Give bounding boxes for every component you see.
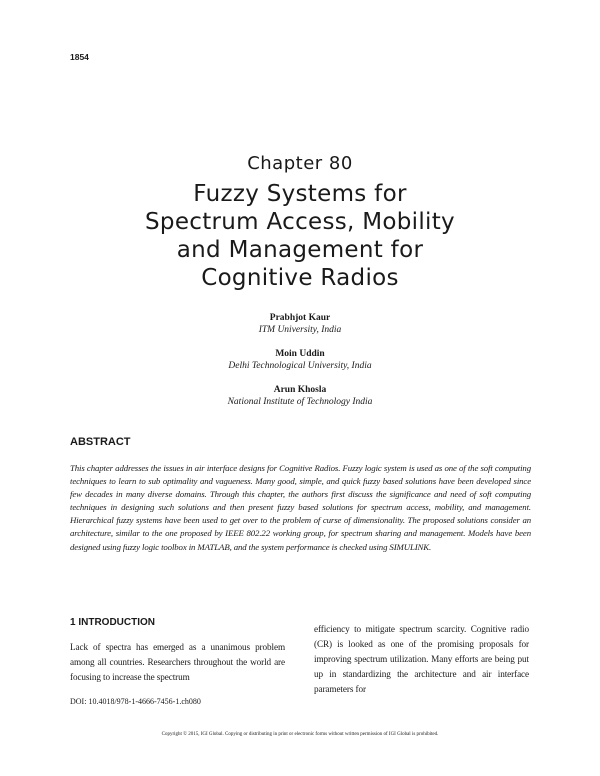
author-list xyxy=(0,312,600,420)
page-number: 1854 xyxy=(70,52,89,62)
author-block xyxy=(0,348,600,372)
author-name: Prabhjot Kaur xyxy=(269,313,331,323)
introduction-column-right: efficiency to mitigate spectrum scarcity. Cognitive radio (CR) is looked as one of the promising proposals for improving spectrum utilization. Many efforts are being put up in standardizing the architecture and air interface parameters for xyxy=(314,624,529,694)
doi-line: DOI: 10.4018/978-1-4666-7456-1.ch080 xyxy=(70,697,201,706)
introduction-column-left: Lack of spectra has emerged as a unanimous problem among all countries. Researchers throughout the world are focusing to increase the spectrum xyxy=(70,642,285,682)
author-affiliation: Delhi Technological University, India xyxy=(228,361,372,371)
author-name: Arun Khosla xyxy=(273,385,327,395)
author-block xyxy=(0,384,600,408)
abstract-heading: ABSTRACT xyxy=(70,436,131,448)
author-name: Moin Uddin xyxy=(275,349,325,359)
title-line: and Management for xyxy=(176,237,424,263)
abstract-text: This chapter addresses the issues in air interface designs for Cognitive Radios. Fuzzy logic system is used as one of the soft computing techniques to learn to sub optimality and vagueness. Many good, simple, and quick fuzzy based solutions have been developed since few decades in many diverse domains. Through this chapter, the authors first discuss the significance and need of soft computing techniques in designing such solutions and then present fuzzy based solutions for spectrum access, mobility, and management. Hierarchical fuzzy systems have been used to get over to the problem of curse of dimensionality. The proposed solutions consider an architecture, similar to the one proposed by IEEE 802.22 working group, for spectrum sharing and management. Models have been designed using fuzzy logic toolbox in MATLAB, and the system performance is checked using SIMULINK. xyxy=(70,463,531,552)
title-line: Cognitive Radios xyxy=(201,265,399,291)
title-line: Fuzzy Systems for xyxy=(193,181,407,207)
introduction-heading: 1 INTRODUCTION xyxy=(70,617,155,628)
chapter-title xyxy=(80,180,520,292)
chapter-label: Chapter 80 xyxy=(247,153,353,174)
author-affiliation: National Institute of Technology India xyxy=(227,397,373,407)
title-line: Spectrum Access, Mobility xyxy=(145,209,455,235)
copyright-notice: Copyright © 2015, IGI Global. Copying or distributing in print or electronic forms without written permission of IGI Global is prohibited. xyxy=(161,732,439,737)
author-block xyxy=(0,312,600,336)
author-affiliation: ITM University, India xyxy=(258,325,342,335)
